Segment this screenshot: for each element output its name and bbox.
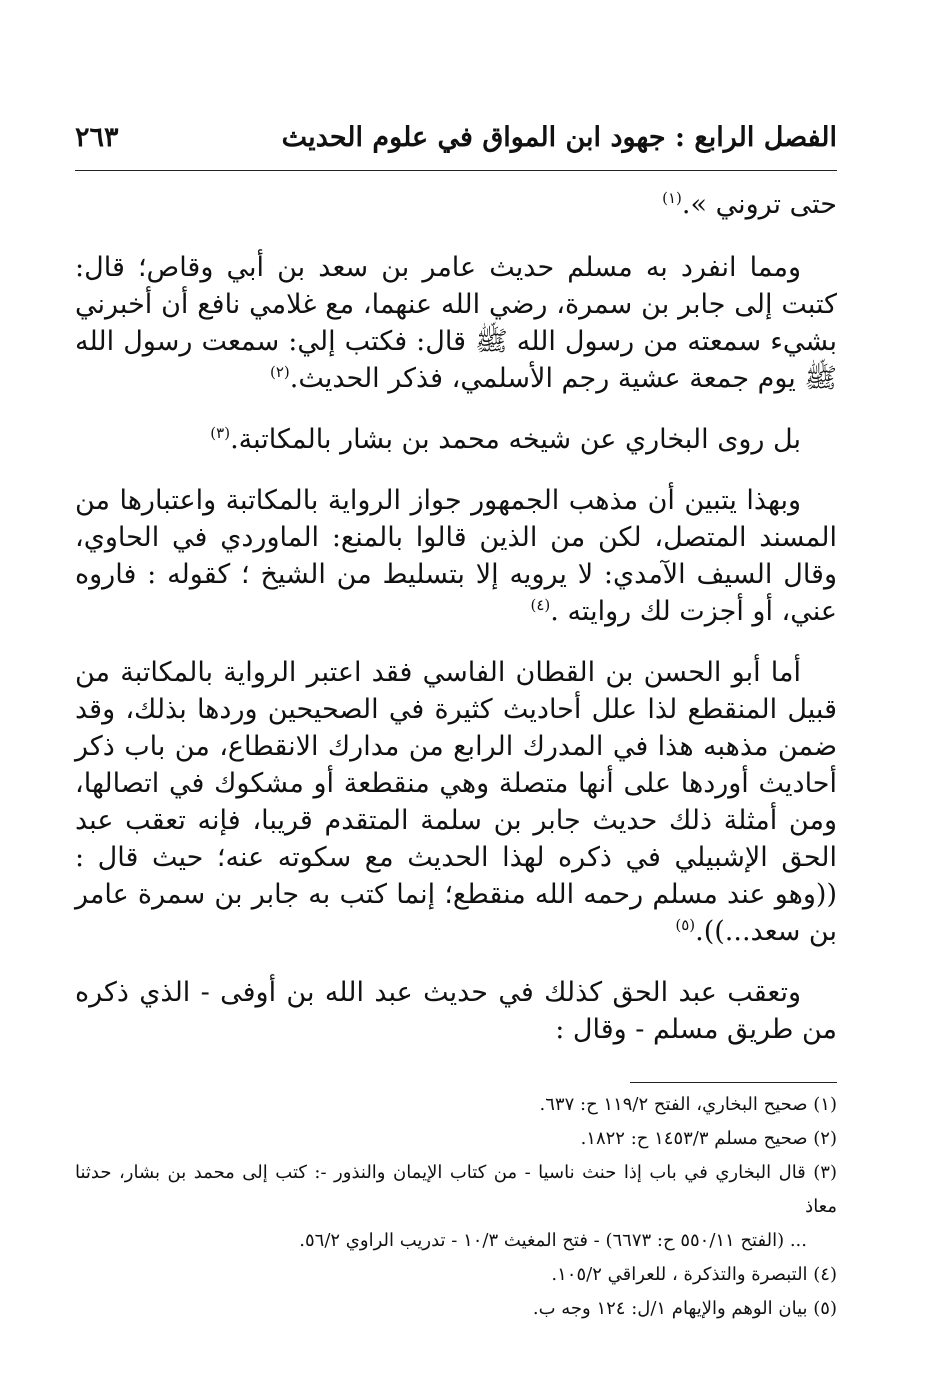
header-rule (75, 170, 837, 171)
paragraph: بل روى البخاري عن شيخه محمد بن بشار بالمكاتبة.$^{(٣)}$ (210, 424, 801, 455)
footnote: (١) صحيح البخاري، الفتح ١١٩/٢ ح: ٦٣٧. (539, 1094, 837, 1115)
footnote-ref: (٣) (210, 424, 231, 442)
footnote-ref: (٥) (675, 916, 696, 934)
running-header (75, 112, 837, 162)
footnote: (٢) صحيح مسلم ١٤٥٣/٣ ح: ١٨٢٢. (580, 1128, 837, 1149)
footnote: (٥) بيان الوهم والإيهام ١/ل: ١٢٤ وجه ب. (532, 1298, 837, 1319)
paragraph: وبهذا يتبين أن مذهب الجمهور جواز الرواية بالمكاتبة واعتبارها من المسند المتصل، لكن من الذين قالوا بالمنع: الماوردي في الحاوي، وقال السيف الآمدي: لا يرويه إلا بتسليط من الشيخ ؛ كقوله : فاروه عني، أو أجزت لك روايته .$^{(٤)}$ (75, 485, 837, 627)
paragraph: أما أبو الحسن بن القطان الفاسي فقد اعتبر الرواية بالمكاتبة من قبيل المنقطع لذا علل أحاديث كثيرة في الصحيحين وردها بذلك، وقد ضمن مذهبه هذا في المدرك الرابع من مدارك الانقطاع، من باب ذكر أحاديث أوردها على أنها متصلة وهي منقطعة أو مشكوك في اتصالها، ومن أمثلة ذلك حديث جابر بن سلمة المتقدم قريبا، فإنه تعقب عبد الحق الإشبيلي في ذكره لهذا الحديث مع سكوته عنه؛ حيث قال : ((وهو عند مسلم رحمه الله منقطع؛ إنما كتب به جابر بن سمرة عامر بن سعد...)).$^{(٥)}$ (75, 657, 837, 947)
chapter-title: الفصل الرابع : جهود ابن المواق في علوم الحديث (281, 121, 837, 153)
main-text (75, 186, 837, 1072)
footnote: (٣) قال البخاري في باب إذا حنث ناسيا - من كتاب الإيمان والنذور -: كتب إلى محمد بن بشار، حدثنا معاذ ... (الفتح ٥٥٠/١١ ح: ٦٦٧٣) - فتح المغيث ١٠/٣ - تدريب الراوي ٥٦/٢. (75, 1162, 837, 1251)
footnote-ref: (١) (662, 189, 682, 207)
paragraph: ومما انفرد به مسلم حديث عامر بن سعد بن أبي وقاص؛ قال: كتبت إلى جابر بن سمرة، رضي الله عنهما، مع غلامي نافع أن أخبرني بشيء سمعته من رسول الله ﷺ قال: فكتب إلي: سمعت رسول الله ﷺ يوم جمعة عشية رجم الأسلمي، فذكر الحديث.$^{(٢)}$ (75, 252, 837, 394)
footnote-rule (630, 1082, 837, 1083)
paragraph: وتعقب عبد الحق كذلك في حديث عبد الله بن أوفى - الذي ذكره من طريق مسلم - وقال : (75, 977, 837, 1045)
footnotes (75, 1088, 837, 1326)
footnote-ref: (٤) (530, 596, 551, 614)
paragraph: حتى تروني ».$^{(١)}$ (662, 189, 837, 220)
footnote-ref: (٢) (269, 363, 290, 381)
page-number: ٢٦٣ (75, 121, 119, 153)
footnote-continuation: ... (الفتح ٥٥٠/١١ ح: ٦٦٧٣) - فتح المغيث ١٠/٣ - تدريب الراوي ٥٦/٢. (299, 1230, 807, 1251)
footnote: (٤) التبصرة والتذكرة ، للعراقي ١٠٥/٢. (551, 1264, 837, 1285)
